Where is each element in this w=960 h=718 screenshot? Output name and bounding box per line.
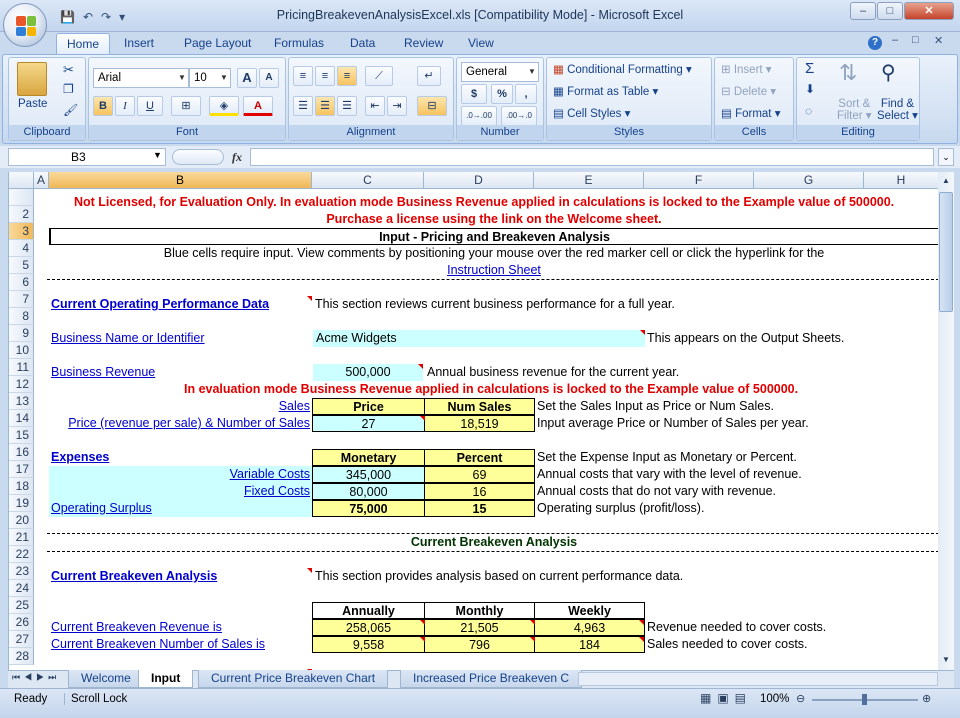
customize-qat-icon[interactable]: ▾ <box>119 10 126 24</box>
breakeven-revenue-monthly[interactable]: 21,505 <box>424 619 535 636</box>
worksheet-grid[interactable] <box>8 172 938 670</box>
price-number-link[interactable]: Price (revenue per sale) & Number of Sales <box>68 416 310 430</box>
comment-marker[interactable] <box>418 364 423 369</box>
sheet-tab-welcome[interactable]: Welcome <box>68 670 144 688</box>
tab-data[interactable]: Data <box>350 36 376 50</box>
expense-input-note: Set the Expense Input as Monetary or Percent. <box>537 450 797 464</box>
help-icon[interactable]: ? <box>868 36 882 50</box>
align-right-icon[interactable]: ☰ <box>337 96 357 116</box>
row-header[interactable]: 24 <box>9 580 34 597</box>
operating-surplus-value[interactable]: 75,000 <box>312 500 425 517</box>
sheet-tab-increased-price[interactable]: Increased Price Breakeven C <box>400 670 582 688</box>
row-header[interactable]: 18 <box>9 478 34 495</box>
zoom-slider-thumb[interactable] <box>862 694 867 705</box>
business-name-note: This appears on the Output Sheets. <box>647 331 845 345</box>
monthly-header[interactable]: Monthly <box>424 602 535 619</box>
editing-group-label: Editing <box>797 125 919 140</box>
paste-icon[interactable] <box>17 62 47 96</box>
chevron-down-icon: ▼ <box>178 73 186 82</box>
copy-icon[interactable]: ❐ <box>63 82 74 96</box>
group-cells <box>714 57 794 141</box>
group-styles <box>546 57 712 141</box>
row-header[interactable]: 16 <box>9 444 34 461</box>
bold-button[interactable]: B <box>93 96 113 116</box>
current-breakeven-link[interactable]: Current Breakeven Analysis <box>51 569 218 583</box>
table-icon: ▦ <box>553 86 564 98</box>
breakeven-sales-annual[interactable]: 9,558 <box>312 636 425 653</box>
currency-button[interactable]: $ <box>461 84 487 104</box>
format-cells-icon: ▤ <box>721 108 732 120</box>
fixed-costs-link[interactable]: Fixed Costs <box>244 484 310 498</box>
row-header[interactable]: 26 <box>9 614 34 631</box>
chevron-down-icon: ▼ <box>528 67 536 76</box>
column-header-d[interactable]: D <box>424 172 534 189</box>
breakeven-sales-link[interactable]: Current Breakeven Number of Sales is <box>51 637 265 651</box>
row-header[interactable]: 19 <box>9 495 34 512</box>
paste-button[interactable]: Paste <box>18 98 48 110</box>
column-header-c[interactable]: C <box>312 172 424 189</box>
divider <box>47 279 938 280</box>
workbook-close-icon[interactable]: ✕ <box>934 35 944 47</box>
sort-filter-icon[interactable]: ⇅ <box>839 60 858 85</box>
fixed-costs-input[interactable]: 80,000 <box>312 483 425 500</box>
binoculars-icon[interactable]: ⚲ <box>881 62 896 84</box>
row-header[interactable]: 28 <box>9 648 34 665</box>
column-header-g[interactable]: G <box>754 172 864 189</box>
business-revenue-link[interactable]: Business Revenue <box>51 365 156 379</box>
column-header-h[interactable]: H <box>864 172 938 189</box>
row-header[interactable]: 13 <box>9 393 34 410</box>
business-name-input[interactable]: Acme Widgets <box>313 330 645 347</box>
view-buttons-icons[interactable]: ▦▣▤ <box>700 691 753 705</box>
ribbon-minimize-icon[interactable]: – <box>892 34 899 46</box>
variable-costs-input[interactable]: 345,000 <box>312 466 425 483</box>
font-group-label: Font <box>89 125 285 140</box>
expand-formula-icon[interactable]: ⌄ <box>938 148 954 166</box>
find-select-button[interactable]: Find & Select ▾ <box>877 98 918 122</box>
fill-icon[interactable]: ⬇ <box>805 82 816 96</box>
instruction-text: Blue cells require input. View comments by positioning your mouse over the red marker cell or click the hyperlink for the <box>163 246 825 260</box>
increase-decimal-button[interactable]: .0→.00 <box>461 106 497 126</box>
number-format-select[interactable]: General ▼ <box>461 62 539 82</box>
num-sales-value[interactable]: 18,519 <box>424 415 535 432</box>
row-header[interactable]: 14 <box>9 410 34 427</box>
breakeven-sales-weekly[interactable]: 184 <box>534 636 645 653</box>
evaluation-lock-note: In evaluation mode Business Revenue applied in calculations is locked to the Example value of 500000. <box>184 382 799 396</box>
annually-header[interactable]: Annually <box>312 602 425 619</box>
status-ready: Ready <box>14 693 48 705</box>
row-header[interactable]: 6 <box>9 274 34 291</box>
breakeven-sales-note: Sales needed to cover costs. <box>647 637 808 651</box>
instruction-sheet-link[interactable]: Instruction Sheet <box>447 263 541 277</box>
conditional-formatting-button[interactable]: ▦ Conditional Formatting ▾ <box>553 64 692 76</box>
comment-marker[interactable] <box>639 620 644 625</box>
cells-group-label: Cells <box>715 125 793 140</box>
row-header[interactable]: 4 <box>9 240 34 257</box>
group-font <box>88 57 286 141</box>
format-as-table-button[interactable]: ▦ Format as Table ▾ <box>553 86 659 98</box>
comment-marker[interactable] <box>639 637 644 642</box>
chevron-down-icon: ▼ <box>220 73 228 82</box>
align-center-icon[interactable]: ☰ <box>315 96 335 116</box>
column-header-a[interactable]: A <box>34 172 49 189</box>
decrease-indent-icon[interactable]: ⇤ <box>365 96 385 116</box>
fixed-costs-note: Annual costs that do not vary with revenue. <box>537 484 777 498</box>
row-header[interactable]: 7 <box>9 291 34 308</box>
scroll-down-icon[interactable]: ▼ <box>942 655 950 664</box>
font-size-select[interactable]: 10 ▼ <box>189 68 231 88</box>
sales-link[interactable]: Sales <box>278 399 310 413</box>
orientation-icon[interactable]: ⟋ <box>365 66 393 86</box>
status-scroll-lock: Scroll Lock <box>64 693 127 705</box>
sales-input-note: Set the Sales Input as Price or Num Sales. <box>537 399 774 413</box>
fill-color-icon[interactable]: ◈ <box>209 96 239 116</box>
column-header-b[interactable]: B <box>49 172 312 189</box>
save-icon[interactable]: 💾 <box>60 10 75 24</box>
fixed-costs-percent[interactable]: 16 <box>424 483 535 500</box>
row-header[interactable]: 2 <box>9 206 34 223</box>
font-color-icon[interactable]: A <box>243 96 273 116</box>
clipboard-label: Clipboard <box>9 125 85 140</box>
row-header[interactable]: 9 <box>9 325 34 342</box>
breakeven-sales-monthly[interactable]: 796 <box>424 636 535 653</box>
input-section-title[interactable]: Input - Pricing and Breakeven Analysis <box>49 228 938 245</box>
increase-indent-icon[interactable]: ⇥ <box>387 96 407 116</box>
row-header[interactable]: 5 <box>9 257 34 274</box>
price-input[interactable]: 27 <box>312 415 425 432</box>
insert-function-icon[interactable]: fx <box>232 150 242 164</box>
horizontal-scrollbar[interactable] <box>578 672 938 686</box>
tab-insert[interactable]: Insert <box>124 36 155 50</box>
font-name-select[interactable]: Arial ▼ <box>93 68 189 88</box>
column-header-f[interactable]: F <box>644 172 754 189</box>
instruction-sheet-link-cell <box>49 262 938 279</box>
comment-marker[interactable] <box>420 637 425 642</box>
sort-filter-button[interactable]: Sort & Filter ▾ <box>837 98 872 122</box>
vertical-scroll-thumb[interactable] <box>939 192 953 312</box>
delete-cells-icon: ⊟ <box>721 86 731 98</box>
row-header[interactable]: 27 <box>9 631 34 648</box>
tab-home[interactable]: Home <box>56 33 110 54</box>
business-revenue-input[interactable]: 500,000 <box>313 364 423 381</box>
undo-icon[interactable]: ↶ <box>82 10 94 24</box>
row-header[interactable]: 3 <box>9 223 34 240</box>
row-header[interactable]: 12 <box>9 376 34 393</box>
office-button[interactable] <box>3 3 47 47</box>
status-bar <box>0 688 960 718</box>
window-title: PricingBreakevenAnalysisExcel.xls [Compatibility Mode] - Microsoft Excel <box>276 8 684 22</box>
wrap-text-icon[interactable]: ↵ <box>417 66 441 86</box>
minimize-button[interactable]: – <box>850 2 876 20</box>
row-header[interactable]: 21 <box>9 529 34 546</box>
section-description: This section reviews current business performance for a full year. <box>315 297 675 311</box>
percent-header[interactable]: Percent <box>424 449 535 466</box>
breakeven-description: This section provides analysis based on current performance data. <box>315 569 684 583</box>
align-bottom-icon[interactable]: ≡ <box>337 66 357 86</box>
align-top-icon[interactable]: ≡ <box>293 66 313 86</box>
office-logo-icon <box>16 16 36 36</box>
cut-icon[interactable]: ✂ <box>63 62 74 77</box>
insert-cells-button[interactable]: ⊞ Insert ▾ <box>721 64 772 76</box>
comment-marker[interactable] <box>420 620 425 625</box>
group-alignment <box>288 57 454 141</box>
row-header[interactable]: 20 <box>9 512 34 529</box>
row-header[interactable] <box>9 189 34 206</box>
breakeven-section-title: Current Breakeven Analysis <box>410 535 578 549</box>
cell-styles-icon: ▤ <box>553 108 564 120</box>
business-name-link[interactable]: Business Name or Identifier <box>51 331 205 345</box>
ribbon-restore-icon[interactable]: □ <box>912 34 919 46</box>
operating-surplus-percent[interactable]: 15 <box>424 500 535 517</box>
row-header[interactable]: 22 <box>9 546 34 563</box>
close-button[interactable]: ✕ <box>904 2 954 20</box>
comment-marker[interactable] <box>640 330 645 335</box>
zoom-in-icon[interactable]: ⊕ <box>922 693 932 705</box>
comment-marker[interactable] <box>307 296 312 301</box>
license-purchase-note: Purchase a license using the link on the Welcome sheet. <box>326 212 662 226</box>
comment-marker[interactable] <box>530 620 535 625</box>
insert-cells-icon: ⊞ <box>721 64 731 76</box>
weekly-header[interactable]: Weekly <box>534 602 645 619</box>
breakeven-revenue-link[interactable]: Current Breakeven Revenue is <box>51 620 222 634</box>
expenses-link[interactable]: Expenses <box>51 450 110 464</box>
tab-review[interactable]: Review <box>404 36 444 50</box>
comment-marker[interactable] <box>307 568 312 573</box>
tab-view[interactable]: View <box>468 36 494 50</box>
comma-button[interactable]: , <box>515 84 537 104</box>
current-operating-link[interactable]: Current Operating Performance Data <box>51 297 270 311</box>
sheet-tab-input[interactable]: Input <box>138 670 193 688</box>
tab-page-layout[interactable]: Page Layout <box>184 36 252 50</box>
maximize-button[interactable]: □ <box>877 2 903 20</box>
row-header[interactable]: 11 <box>9 359 34 376</box>
shrink-font-button[interactable]: A <box>259 68 279 88</box>
row-header[interactable]: 17 <box>9 461 34 478</box>
variable-costs-link[interactable]: Variable Costs <box>229 467 310 481</box>
group-number <box>456 57 544 141</box>
align-middle-icon[interactable]: ≡ <box>315 66 335 86</box>
sheet-tab-current-price-chart[interactable]: Current Price Breakeven Chart <box>198 670 388 688</box>
formula-bar-handle[interactable] <box>172 149 224 165</box>
operating-surplus-link[interactable]: Operating Surplus <box>51 501 152 515</box>
row-header[interactable]: 15 <box>9 427 34 444</box>
variable-costs-percent[interactable]: 69 <box>424 466 535 483</box>
monetary-header[interactable]: Monetary <box>312 449 425 466</box>
zoom-level[interactable]: 100% <box>760 693 790 705</box>
business-revenue-note: Annual business revenue for the current year. <box>427 365 680 379</box>
format-cells-button[interactable]: ▤ Format ▾ <box>721 108 781 120</box>
tab-formulas[interactable]: Formulas <box>274 36 325 50</box>
comment-marker[interactable] <box>420 416 425 421</box>
operating-surplus-note: Operating surplus (profit/loss). <box>537 501 705 515</box>
styles-group-label: Styles <box>547 125 711 140</box>
scroll-up-icon[interactable]: ▲ <box>942 176 950 185</box>
divider <box>47 551 938 552</box>
zoom-out-icon[interactable]: ⊖ <box>796 693 806 705</box>
merge-center-icon[interactable]: ⊟ <box>417 96 447 116</box>
price-input-note: Input average Price or Number of Sales per year. <box>537 416 809 430</box>
name-box[interactable]: B3 <box>8 148 166 166</box>
formula-input[interactable] <box>250 148 934 166</box>
autosum-button[interactable]: Σ <box>805 60 815 77</box>
borders-icon[interactable]: ⊞ <box>171 96 201 116</box>
breakeven-revenue-note: Revenue needed to cover costs. <box>647 620 827 634</box>
comment-marker[interactable] <box>530 637 535 642</box>
row-header[interactable]: 23 <box>9 563 34 580</box>
grow-font-button[interactable]: A <box>237 68 257 88</box>
align-left-icon[interactable]: ☰ <box>293 96 313 116</box>
alignment-group-label: Alignment <box>289 125 453 140</box>
delete-cells-button[interactable]: ⊟ Delete ▾ <box>721 86 777 98</box>
price-header[interactable]: Price <box>312 398 425 415</box>
license-warning: Not Licensed, for Evaluation Only. In evaluation mode Business Revenue applied in calculations is locked to the Example value of 500000. <box>74 195 895 209</box>
underline-button[interactable]: U <box>137 96 163 116</box>
variable-costs-note: Annual costs that vary with the level of revenue. <box>537 467 802 481</box>
format-painter-icon[interactable]: 🖌 <box>63 103 79 117</box>
row-header[interactable]: 25 <box>9 597 34 614</box>
row-header[interactable]: 10 <box>9 342 34 359</box>
decrease-decimal-button[interactable]: .00→.0 <box>501 106 537 126</box>
breakeven-revenue-weekly[interactable]: 4,963 <box>534 619 645 636</box>
column-header-e[interactable]: E <box>534 172 644 189</box>
redo-icon[interactable]: ↷ <box>101 10 112 24</box>
select-all-corner[interactable] <box>9 172 34 189</box>
number-group-label: Number <box>457 125 543 140</box>
group-clipboard <box>8 57 86 141</box>
cell-styles-button[interactable]: ▤ Cell Styles ▾ <box>553 108 631 120</box>
num-sales-header[interactable]: Num Sales <box>424 398 535 415</box>
conditional-formatting-icon: ▦ <box>553 64 564 76</box>
clear-icon[interactable]: ◌ <box>805 104 813 118</box>
group-editing <box>796 57 920 141</box>
row-header[interactable]: 8 <box>9 308 34 325</box>
italic-button[interactable]: I <box>115 96 135 116</box>
chevron-down-icon[interactable]: ▼ <box>153 150 162 160</box>
sheet-nav-icons[interactable]: ⏮◀▶⏭ <box>12 672 61 682</box>
percent-button[interactable]: % <box>491 84 513 104</box>
breakeven-revenue-annual[interactable]: 258,065 <box>312 619 425 636</box>
